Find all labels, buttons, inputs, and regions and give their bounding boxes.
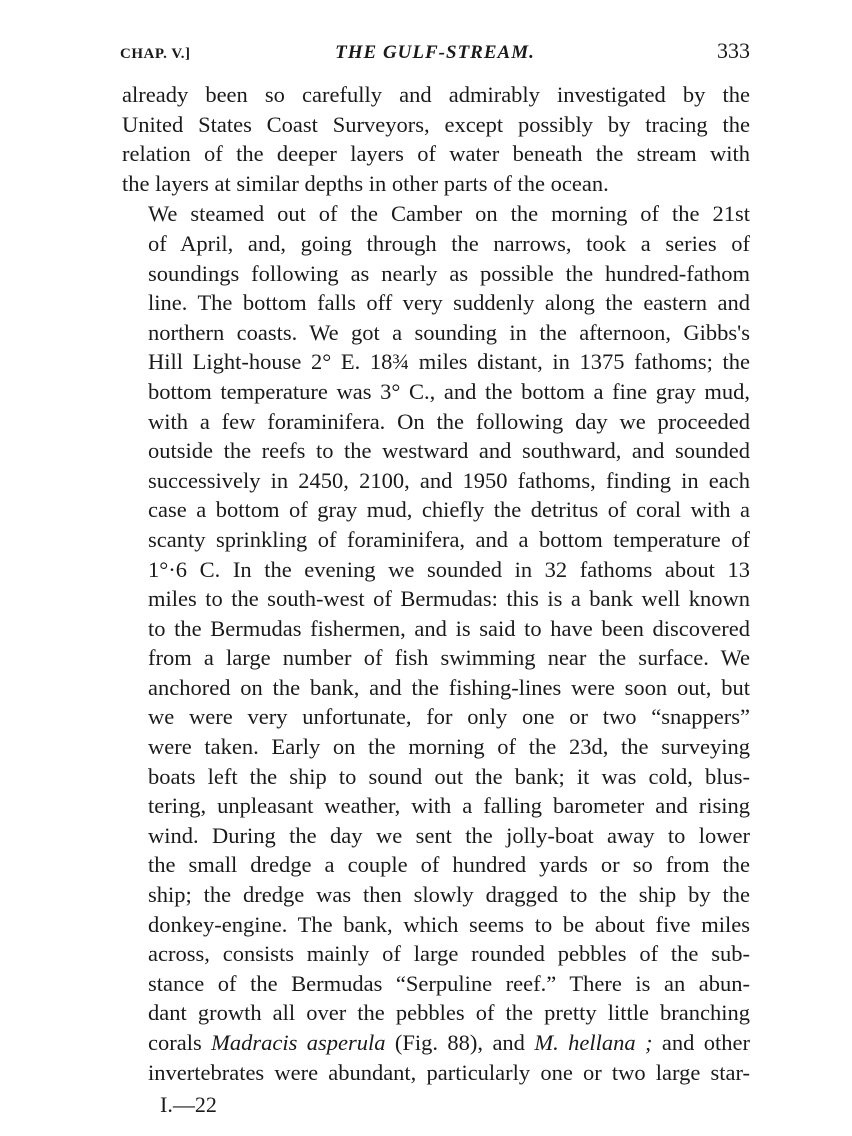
text-line: tering, unpleasant weather, with a falling barometer and rising bbox=[148, 793, 750, 819]
paragraph-1 bbox=[122, 80, 750, 198]
text-line: line. The bottom falls off very suddenly along the eastern and bbox=[148, 290, 750, 316]
text-line: anchored on the bank, and the fishing-lines were soon out, but bbox=[148, 674, 750, 700]
body-text bbox=[122, 80, 750, 1087]
text-line: boats left the ship to sound out the bank; it was cold, blus- bbox=[148, 763, 750, 789]
running-header bbox=[120, 38, 750, 78]
text-line bbox=[122, 1028, 750, 1058]
text-line: ship; the dredge was then slowly dragged to the ship by the bbox=[148, 882, 750, 908]
text-line: across, consists mainly of large rounded pebbles of the sub- bbox=[148, 941, 750, 967]
text-line: bottom temperature was 3° C., and the bottom a fine gray mud, bbox=[148, 378, 750, 404]
text-line: United States Coast Surveyors, except possibly by tracing the bbox=[122, 111, 750, 137]
text-line: soundings following as nearly as possible the hundred-fathom bbox=[148, 260, 750, 286]
line-text: (Fig. 88), and bbox=[385, 1030, 535, 1055]
text-line: We steamed out of the Camber on the morning of the 21st bbox=[148, 201, 750, 227]
text-line: to the Bermudas fishermen, and is said to have been discovered bbox=[148, 615, 750, 641]
text-line: wind. During the day we sent the jolly-boat away to lower bbox=[148, 822, 750, 848]
paragraph-2 bbox=[122, 199, 750, 1087]
text-line: case a bottom of gray mud, chiefly the detritus of coral with a bbox=[148, 497, 750, 523]
species-name: Madracis asperula bbox=[211, 1030, 386, 1055]
text-line: 1°·6 C. In the evening we sounded in 32 fathoms about 13 bbox=[148, 556, 750, 582]
text-line: were taken. Early on the morning of the 23d, the surveying bbox=[148, 734, 750, 760]
text-line: stance of the Bermudas “Serpuline reef.” There is an abun- bbox=[148, 970, 750, 996]
text-line: miles to the south-west of Bermudas: this is a bank well known bbox=[148, 586, 750, 612]
text-line: the small dredge a couple of hundred yards or so from the bbox=[148, 852, 750, 878]
text-line: donkey-engine. The bank, which seems to be about five miles bbox=[148, 911, 750, 937]
text-line: already been so carefully and admirably investigated by the bbox=[122, 82, 750, 107]
text-line: with a few foraminifera. On the following day we proceeded bbox=[148, 408, 750, 434]
text-line: the layers at similar depths in other parts of the ocean. bbox=[122, 170, 609, 196]
text-line: of April, and, going through the narrows, took a series of bbox=[148, 230, 750, 256]
running-title: THE GULF-STREAM. bbox=[335, 42, 535, 63]
text-line: outside the reefs to the westward and southward, and sounded bbox=[148, 438, 750, 464]
text-line: Hill Light-house 2° E. 18¾ miles distant, in 1375 fathoms; the bbox=[148, 349, 750, 375]
chapter-label: CHAP. V.] bbox=[120, 46, 191, 62]
text-line: northern coasts. We got a sounding in the afternoon, Gibbs's bbox=[148, 319, 750, 345]
text-line: invertebrates were abundant, particularly one or two large star- bbox=[148, 1059, 750, 1085]
text-line: scanty sprinkling of foraminifera, and a bottom temperature of bbox=[148, 526, 750, 552]
text-line: dant growth all over the pebbles of the pretty little branching bbox=[148, 1000, 750, 1026]
signature-mark: I.—22 bbox=[160, 1092, 217, 1117]
text-line: successively in 2450, 2100, and 1950 fathoms, finding in each bbox=[148, 467, 750, 493]
line-text: corals bbox=[148, 1030, 212, 1055]
text-line: we were very unfortunate, for only one or two “snappers” bbox=[148, 704, 750, 730]
line-text: and other bbox=[652, 1030, 750, 1055]
page-number: 333 bbox=[717, 38, 750, 63]
species-name: M. hellana ; bbox=[534, 1030, 653, 1055]
text-line: from a large number of fish swimming near the surface. We bbox=[148, 645, 750, 671]
text-line: relation of the deeper layers of water beneath the stream with bbox=[122, 141, 750, 167]
